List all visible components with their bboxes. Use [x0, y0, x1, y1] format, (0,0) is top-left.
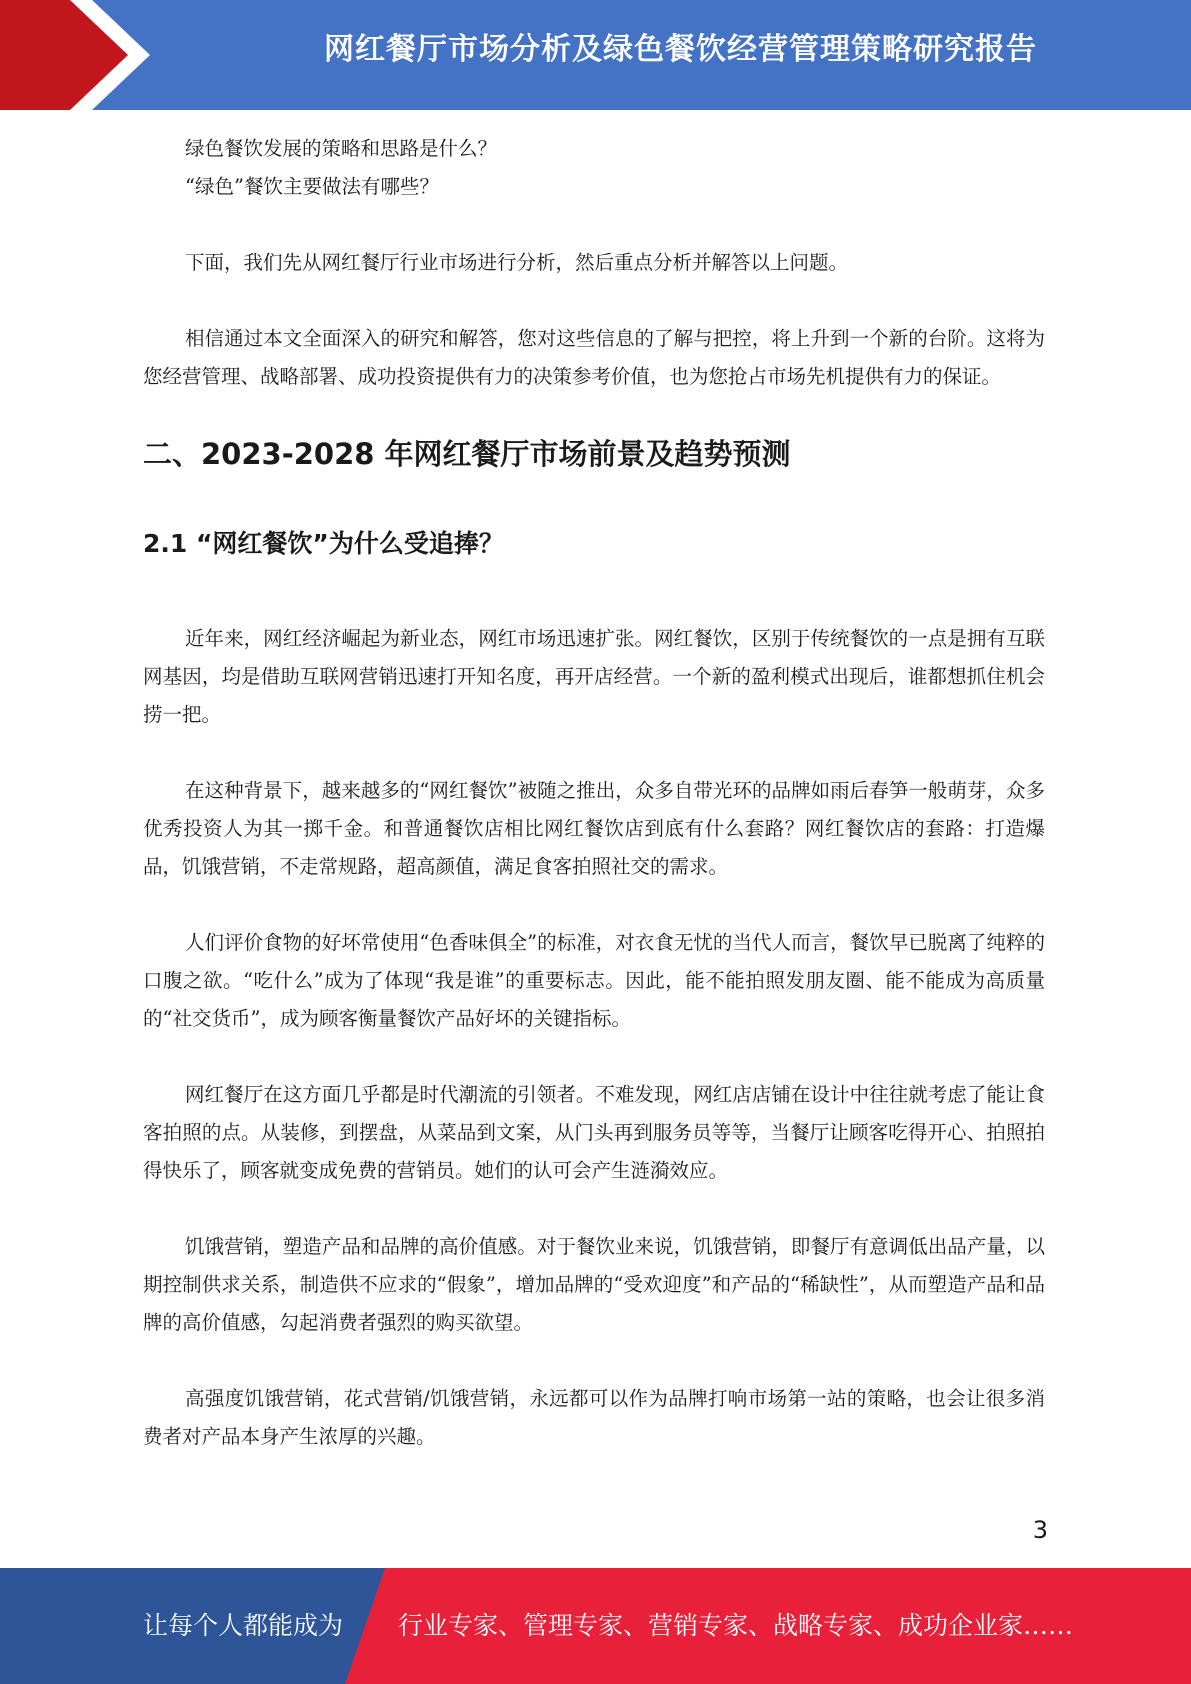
body-paragraph: 饥饿营销，塑造产品和品牌的高价值感。对于餐饮业来说，饥饿营销，即餐厅有意调低出品产量，以期控制供求关系，制造供不应求的“假象”，增加品牌的“受欢迎度”和产品的“稀缺性”，从而塑造产品和品牌的高价值感，勾起消费者强烈的购买欲望。 — [143, 1235, 1045, 1334]
page-number: 3 — [1032, 1516, 1048, 1544]
body-paragraph: 近年来，网红经济崛起为新业态，网红市场迅速扩张。网红餐饮，区别于传统餐饮的一点是拥有互联网基因，均是借助互联网营销迅速打开知名度，再开店经营。一个新的盈利模式出现后，谁都想抓住机会捞一把。 — [143, 627, 1045, 726]
section-heading: 二、2023-2028 年网红餐厅市场前景及趋势预测 — [143, 437, 791, 471]
header-arrow-graphic — [0, 0, 160, 110]
page-content — [143, 130, 1045, 1494]
intro-question-1: 绿色餐饮发展的策略和思路是什么？ — [185, 137, 498, 160]
body-paragraph: 人们评价食物的好坏常使用“色香味俱全”的标准，对衣食无忧的当代人而言，餐饮早已脱离了纯粹的口腹之欲。“吃什么”成为了体现“我是谁”的重要标志。因此，能不能拍照发朋友圈、能不能成为高质量的“社交货币”，成为顾客衡量餐饮产品好坏的关键指标。 — [143, 931, 1045, 1030]
intro-paragraph-2: 相信通过本文全面深入的研究和解答，您对这些信息的了解与把控，将上升到一个新的台阶。这将为您经营管理、战略部署、成功投资提供有力的决策参考价值，也为您抢占市场先机提供有力的保证。 — [143, 327, 1045, 388]
subsection-heading: 2.1 “网红餐饮”为什么受追捧？ — [143, 529, 504, 558]
report-title: 网红餐厅市场分析及绿色餐饮经营管理策略研究报告 — [324, 32, 1037, 67]
body-paragraph: 在这种背景下，越来越多的“网红餐饮”被随之推出，众多自带光环的品牌如雨后春笋一般萌芽，众多优秀投资人为其一掷千金。和普通餐饮店相比网红餐饮店到底有什么套路？网红餐饮店的套路：打造爆品，饥饿营销，不走常规路，超高颜值，满足食客拍照社交的需求。 — [143, 779, 1045, 878]
page-footer — [0, 1568, 1191, 1684]
footer-slogan-right: 行业专家、管理专家、营销专家、战略专家、成功企业家…… — [398, 1611, 1074, 1640]
page-header — [0, 0, 1191, 110]
intro-paragraph-1: 下面，我们先从网红餐厅行业市场进行分析，然后重点分析并解答以上问题。 — [185, 251, 849, 274]
body-paragraph: 网红餐厅在这方面几乎都是时代潮流的引领者。不难发现，网红店店铺在设计中往往就考虑了能让食客拍照的点。从装修，到摆盘，从菜品到文案，从门头再到服务员等等，当餐厅让顾客吃得开心、拍照拍得快乐了，顾客就变成免费的营销员。她们的认可会产生涟漪效应。 — [143, 1083, 1045, 1182]
footer-slogan-left: 让每个人都能成为 — [143, 1611, 344, 1640]
intro-question-2: “绿色”餐饮主要做法有哪些？ — [185, 175, 439, 198]
body-paragraph: 高强度饥饿营销，花式营销/饥饿营销，永远都可以作为品牌打响市场第一站的策略，也会让很多消费者对产品本身产生浓厚的兴趣。 — [143, 1387, 1045, 1448]
